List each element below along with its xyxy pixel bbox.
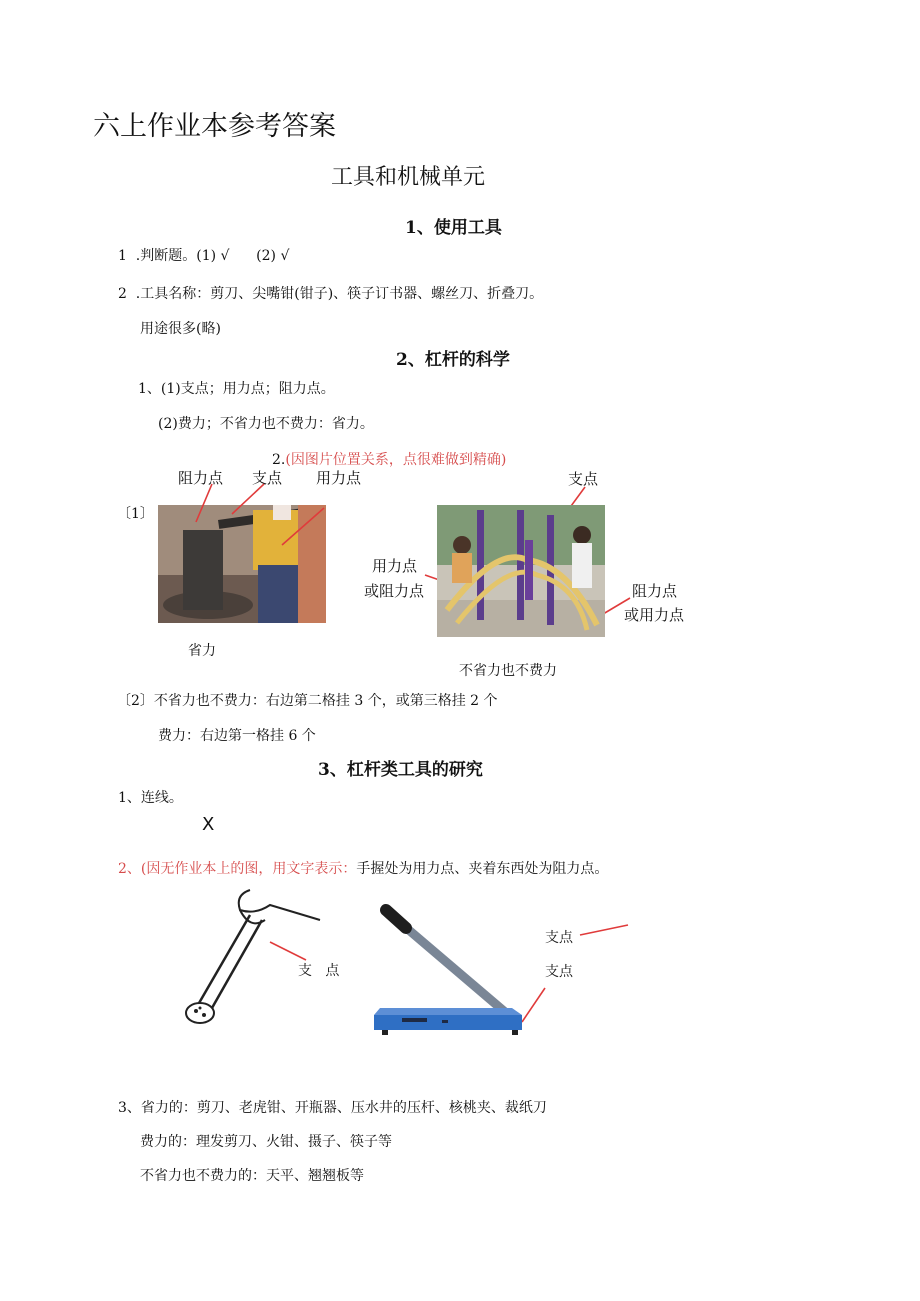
s3-q2-note: (因无作业本上的图，用文字表示： <box>140 861 357 877</box>
s3-q2-text: 手握处为用力点、夹着东西处为阻力点。 <box>356 861 609 877</box>
s3-q3-3: 不省力也不费力的：天平、翘翘板等 <box>140 1168 364 1184</box>
fig2-label-right-2: 或用力点 <box>624 606 685 624</box>
fig2-caption: 不省力也不费力 <box>459 663 557 679</box>
fig2-label-right-1: 阻力点 <box>632 582 678 600</box>
paper-cutter-drawing <box>372 900 527 1040</box>
s1-q1: 1 .判断题。(1) √ (2) √ <box>118 248 290 264</box>
document-title: 六上作业本参考答案 <box>93 111 336 142</box>
s3-q1: 1、连线。 <box>118 790 183 806</box>
fig1-caption: 省力 <box>188 643 216 659</box>
s3-q3-2: 费力的：理发剪刀、火钳、摄子、筷子等 <box>140 1134 392 1150</box>
unit-title: 工具和机械单元 <box>331 165 486 190</box>
section-2-heading: 2、杠杆的科学 <box>396 350 510 370</box>
fig2-label-left-2: 或阻力点 <box>364 582 425 600</box>
fig2-label-fulcrum: 支点 <box>568 470 599 488</box>
s2-q2-note: (因图片位置关系，点很难做到精确) <box>285 452 507 468</box>
s2-q2b-1: 〔2〕不省力也不费力：右边第二格挂 3 个，或第三格挂 2 个 <box>117 693 498 709</box>
s1-q2-usage: 用途很多(略) <box>140 321 221 337</box>
figure-number-1: 〔1〕 <box>117 506 154 522</box>
section-3-heading: 3、杠杆类工具的研究 <box>318 760 483 780</box>
s3-q1-mark: X <box>202 814 215 835</box>
s2-q1b: (2)费力；不省力也不费力：省力。 <box>158 416 374 432</box>
s2-q2-num: 2. <box>272 452 286 468</box>
fig1-label-fulcrum: 支点 <box>252 469 283 487</box>
s3-q3-1: 3、省力的：剪刀、老虎钳、开瓶器、压水井的压杆、核桃夹、裁纸刀 <box>118 1100 547 1116</box>
fig1-label-effort: 用力点 <box>316 469 362 487</box>
seesaw-photo <box>437 505 605 637</box>
tongs-fulcrum-label: 支 点 <box>298 963 340 979</box>
s3-q2-num: 2、 <box>118 861 141 877</box>
s2-q1a: 1、(1)支点；用力点；阻力点。 <box>138 381 335 397</box>
section-1-heading: 1、使用工具 <box>405 218 502 238</box>
fig1-label-resistance: 阻力点 <box>178 469 224 487</box>
s2-q2b-2: 费力：右边第一格挂 6 个 <box>158 728 316 744</box>
s3-q2-line <box>118 858 608 878</box>
fig2-label-left-1: 用力点 <box>372 557 418 575</box>
s1-q2: 2 .工具名称：剪刀、尖嘴钳(钳子)、筷子订书器、螺丝刀、折叠刀。 <box>118 286 544 302</box>
cutter-fulcrum-label-1: 支点 <box>545 930 573 946</box>
cutter-fulcrum-label-2: 支点 <box>545 964 573 980</box>
